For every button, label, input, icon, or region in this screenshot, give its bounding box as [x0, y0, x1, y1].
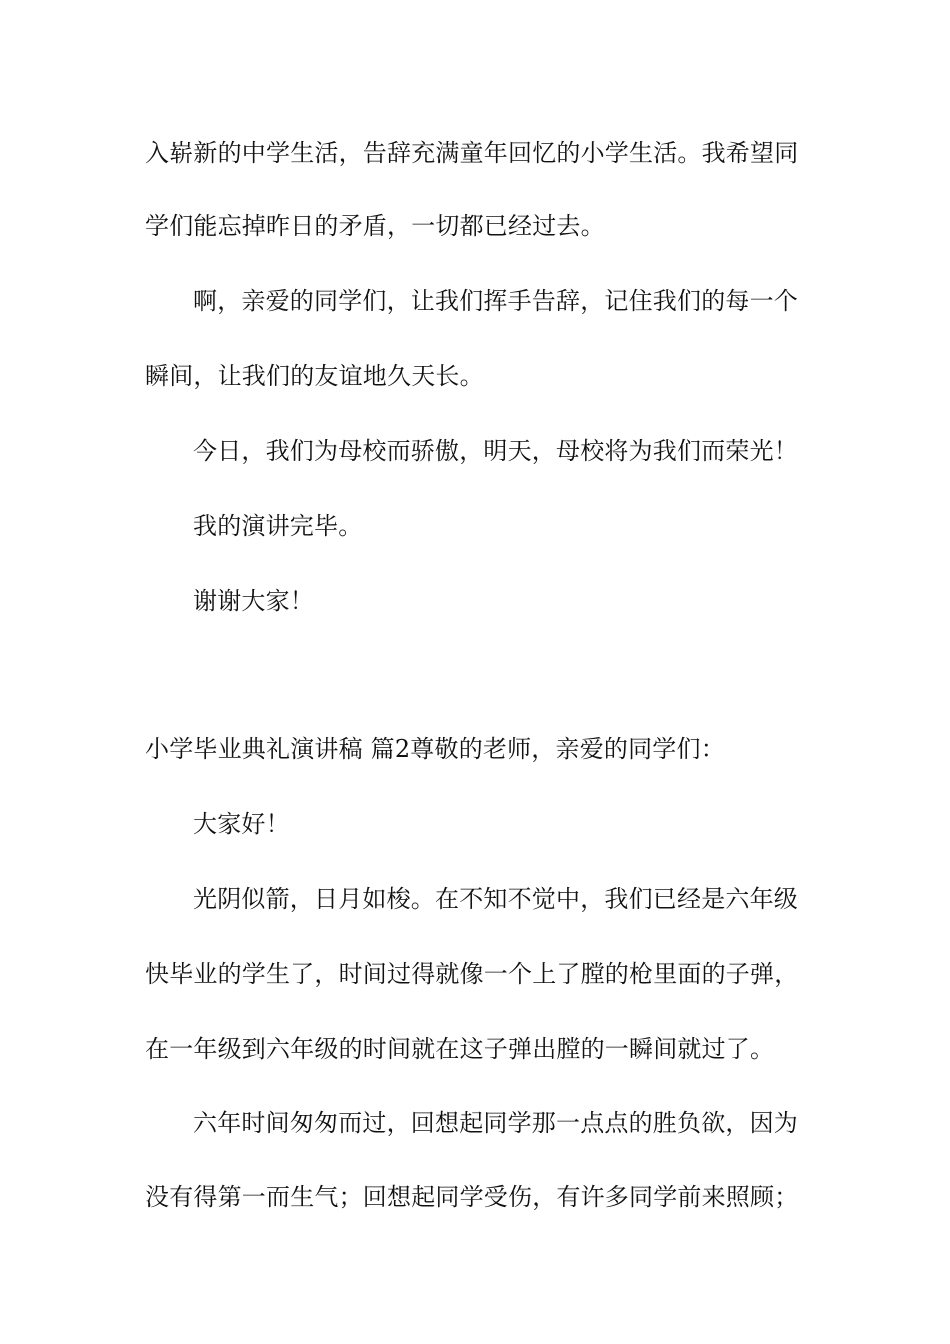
paragraph-start: 啊，亲爱的同学们，让我们挥手告辞，记住我们的每一个 [193, 287, 798, 315]
text-line: 瞬间，让我们的友谊地久天长。 [145, 362, 484, 390]
text-line: 在一年级到六年级的时间就在这子弹出膛的一瞬间就过了。 [145, 1035, 775, 1063]
section-heading: 小学毕业典礼演讲稿 篇2尊敬的老师，亲爱的同学们： [145, 735, 725, 763]
text-line: 入崭新的中学生活，告辞充满童年回忆的小学生活。我希望同 [145, 139, 799, 167]
paragraph-start: 我的演讲完毕。 [193, 512, 363, 540]
text-line: 没有得第一而生气；回想起同学受伤，有许多同学前来照顾； [145, 1183, 799, 1211]
paragraph-start: 今日，我们为母校而骄傲，明天，母校将为我们而荣光！ [193, 437, 798, 465]
text-line: 学们能忘掉昨日的矛盾，一切都已经过去。 [145, 212, 605, 240]
paragraph-start: 大家好！ [193, 810, 290, 838]
paragraph-start: 谢谢大家！ [193, 587, 314, 615]
paragraph-start: 六年时间匆匆而过，回想起同学那一点点的胜负欲，因为 [193, 1109, 798, 1137]
text-line: 快毕业的学生了，时间过得就像一个上了膛的枪里面的子弹， [145, 960, 799, 988]
paragraph-start: 光阴似箭，日月如梭。在不知不觉中，我们已经是六年级 [193, 885, 798, 913]
